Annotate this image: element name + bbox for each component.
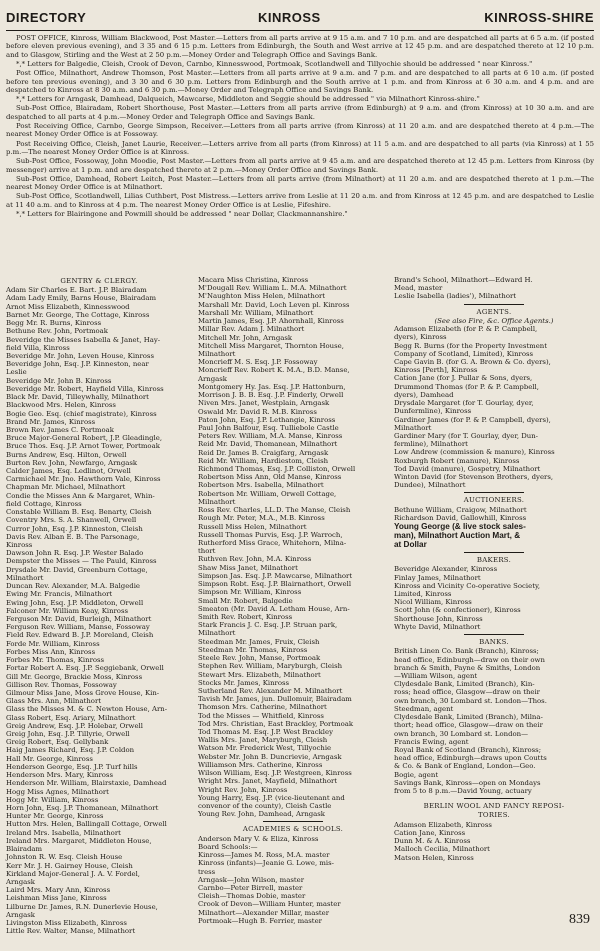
list-item: thort <box>198 547 216 556</box>
list-item: Cape Gavin B. (for G. A. Brown & Co. dyers), <box>394 357 551 366</box>
list-item: Morrison J. B. B. Esq. J.P. Finderly, Orwell <box>198 391 344 400</box>
list-item: Field Rev. Edward B. J.P. Moreland, Cleish <box>6 631 154 640</box>
list-item: Barnet Mr. George, The Cottage, Kinross <box>6 310 150 319</box>
intro-paragraph: Sub-Post Office, Fossoway, John Moodie, Post Master.—Letters from all parts arrive at 9 45 a.m. and are despatched thereto at 12 45 p.m. Letters from Kinross (by messenger) arrive at 1 p.m. and are despatched thereto at 2 p.m.—Money Order Office and Savings Bank. <box>6 157 594 174</box>
list-item: Glass the Misses M. & C. Newton House, Arn- <box>6 705 168 714</box>
list-item: Davis Rev. Alban E. B. The Parsonage, <box>6 532 140 541</box>
list-item: Bogie Geo. Esq. (chief magistrate), Kinross <box>6 409 157 418</box>
list-item: Tavish Mr. James, jun. Dullomuir, Blairadam <box>198 695 352 704</box>
list-item: Coventry Mrs. S. A. Shanwell, Orwell <box>6 516 137 525</box>
list-item: Webster Mr. John B. Duncrievie, Arngask <box>198 752 342 761</box>
list-item: —William Wilson, agent <box>394 671 478 680</box>
list-item: Hutton Mrs. Helen, Ballingall Cottage, Orwell <box>6 820 167 829</box>
list-item: Hogg Mr. William, Kinross <box>6 795 99 804</box>
list-item: Dundee), Milnathort <box>394 481 466 490</box>
advert-line: man), Milnathort Auction Mart, & <box>394 531 521 541</box>
intro-paragraph: Post Receiving Office, Carnbo, George Simpson, Receiver.—Letters from all parts arrive (from Kinross) at 11 20 a.m. and are despatched thereto at 4 p.m.—The nearest Money Order Office is at Fossoway. <box>6 122 594 139</box>
list-item: Williamson Mrs. Catherine, Kinross <box>198 760 323 769</box>
list-item: Forbes Mr. Thomas, Kinross <box>6 656 105 665</box>
list-item: Carmichael Mr. Jno. Hawthorn Vale, Kinross <box>6 475 161 484</box>
list-item: Beveridge Mr. Robert, Hayfield Villa, Kinross <box>6 384 164 393</box>
list-item: convenor of the county), Cleish Castle <box>198 802 332 810</box>
bakers-list <box>394 565 594 631</box>
list-item: Richardson David, Gallowhill, Kinross <box>394 513 527 522</box>
intro-paragraph: *,* Letters for Arngask, Damhead, Dalqueich, Mawcarse, Middleton and Seggie should be addressed " via Milnathort Kinross-shire." <box>16 95 480 104</box>
list-item: Savings Bank, Kinross—open on Mondays <box>394 778 541 787</box>
list-item: Niven Mrs. Janet, Westplain, Arngask <box>198 399 330 408</box>
list-item: Low Andrew (commission & manure), Kinross <box>394 448 555 457</box>
list-item: Ireland Mrs. Isabella, Milnathort <box>6 828 121 837</box>
list-item: Blackwood Mrs. Helen, Kinross <box>6 401 116 410</box>
agents-subheading: (See also Fire, &c. Office Agents.) <box>434 316 554 325</box>
list-item: Martin James, Esq. J.P. Ahornhall, Kinross <box>198 317 344 326</box>
berlin-wool-list <box>394 821 594 862</box>
list-item: Young Harry, Esq. J.P. (vice-lieutenant and <box>198 793 345 802</box>
list-item: Anderson Mary V. & Eliza, Kinross <box>198 834 319 843</box>
list-item: Bruce Thos. Esq. J.P. Arnot Tower, Portmoak <box>6 442 160 451</box>
page-number: 839 <box>569 912 590 927</box>
list-item: Gardiner James (for P. & P. Campbell, dyers), <box>394 415 551 424</box>
list-item: Smeaton (Mr. David A. Letham House, Arn- <box>198 604 350 613</box>
list-item: Reid Mr. William, Hardiestom, Cleish <box>198 456 329 465</box>
list-item: Kerr Mr. J. H. Gairney House, Cleish <box>6 861 133 870</box>
intro-paragraph: *,* Letters for Balgedie, Cleish, Crook of Devon, Carnbo, Kinnesswood, Portmoak, Scotlandwell and Tillyochie should be addressed " near Kinross." <box>16 60 533 69</box>
list-item: head office, Edinburgh—draws upon Coutts <box>394 754 547 763</box>
list-item: Bethune Rev. John, Portmoak <box>6 327 108 336</box>
list-item: Oswald Mr. David R. M.B. Kinross <box>198 407 317 416</box>
list-item: Ireland Mrs. Margaret, Middleton House, <box>6 836 152 845</box>
list-item: Glass Robert, Esq. Ariary, Milnathort <box>6 713 136 722</box>
list-item: Ferguson Rev. William, Manse, Fossoway <box>6 623 150 632</box>
list-item: Ruthven Rev. John, M.A. Kinross <box>198 555 312 564</box>
list-item: Robertson Mrs. Isabella, Milnathort <box>198 481 324 490</box>
list-item: Moncrieff M. S. Esq. J.P. Fossoway <box>198 358 318 367</box>
list-item: Whyte David, Milnathort <box>394 622 481 631</box>
page-header <box>6 8 594 31</box>
list-item: Robertson Mr. William, Orwell Cottage, <box>198 489 337 498</box>
divider <box>464 798 524 799</box>
section-heading-berlin-wool: BERLIN WOOL AND FANCY REPOSI- <box>423 802 565 811</box>
list-item: Kinross [Perth], Kinross <box>394 366 478 375</box>
list-item: Limited, Kinross <box>394 590 452 598</box>
list-item: Gill Mr. George, Brackie Moss, Kinross <box>6 672 143 681</box>
list-item: Leslie Isabella (ladies'), Milnathort <box>394 292 517 301</box>
list-item: field Cottage, Kinross <box>6 499 82 508</box>
list-item: Milnathort <box>198 349 236 358</box>
gentry-list <box>6 286 192 935</box>
list-item: Cleish—Thomas Dobie, master <box>198 892 306 901</box>
list-item: Cation Jane (for J. Pullar & Sons, dyers, <box>394 374 533 383</box>
list-item: Horn John, Esq. J.P. Thomanean, Milnathort <box>6 804 159 812</box>
list-item: Carnbo—Peter Birrell, master <box>198 883 303 892</box>
list-item: Ewing John, Esq. J.P. Middleton, Orwell <box>6 598 144 607</box>
list-item: Black Mr. David, Tilleywhally, Milnathort <box>6 393 149 402</box>
list-item: Paul John Balfour, Esq. Tulliebole Castle <box>198 423 339 432</box>
list-item: Brand's School, Milnathort—Edward H. <box>394 276 533 284</box>
list-item: Johnston R. W. Esq. Cleish House <box>6 853 123 862</box>
divider <box>464 634 524 635</box>
header-county: KINROSS-SHIRE <box>484 10 594 25</box>
list-item: Wright Mrs. Janet, Mayfield, Milnathort <box>198 777 338 786</box>
gentry-list-continued <box>198 276 388 818</box>
column-gentry <box>6 276 192 936</box>
list-item: Steedman Mr. Thomas, Kinross <box>198 645 308 654</box>
list-item: Thomson Mrs. Catherine, Milnathort <box>198 703 327 712</box>
list-item: Clydesdale Bank, Limited (Branch), Kin- <box>394 680 535 689</box>
section-heading-bakers: BAKERS. <box>476 556 512 565</box>
banks-list <box>394 647 594 795</box>
header-kinross: KINROSS <box>258 10 321 25</box>
list-item: Chapman Mr. Michael, Milnathort <box>6 483 126 492</box>
list-item: Brown Rev. James C. Portmoak <box>6 425 114 434</box>
list-item: Burns Andrew, Esq. Hilton, Orwell <box>6 450 127 459</box>
list-item: Adamson Elizabeth, Kinross <box>394 820 492 829</box>
list-item: Milnathort—Alexander Millar, master <box>198 908 329 917</box>
list-item: Henderson George, Esq. J.P. Turf hills <box>6 762 138 771</box>
list-item: Board Schools:— <box>198 842 258 851</box>
list-item: Duncan Rev. Alexander, M.A. Balgedie <box>6 582 140 591</box>
divider <box>464 492 524 493</box>
list-item: Dawson John R. Esq. J.P. Wester Balado <box>6 549 144 558</box>
list-item: Milnathort <box>6 573 44 582</box>
list-item: Royal Bank of Scotland (Branch), Kinross; <box>394 745 542 754</box>
list-item: Reid Mr. David, Thomanean, Milnathort <box>198 440 338 449</box>
list-item: Arngask <box>6 910 35 919</box>
list-item: Greig John, Esq. J.P. Tillyrie, Orwell <box>6 730 130 739</box>
list-item: Wright Rev. John, Kinross <box>198 785 288 794</box>
list-item: head office, Edinburgh—draw on their own <box>394 655 545 664</box>
list-item: Mitchell Miss Margaret, Thornton House, <box>198 341 344 350</box>
list-item: Begg Mr. R. Burns, Kinross <box>6 319 102 328</box>
list-item: Millar Rev. Adam J. Milnathort <box>198 325 305 334</box>
list-item: Rough Mr. Peter, M.A., M.B. Kinross <box>198 514 325 523</box>
list-item: Beveridge Mr. John, Leven House, Kinross <box>6 351 154 360</box>
list-item: Marshall Mr. William, Milnathort <box>198 308 314 317</box>
divider <box>263 821 323 822</box>
intro-paragraph: Sub-Post Office, Blairadam, Robert Shorthouse, Post Master.—Letters from all parts arrive (from Edinburgh) at 9 a.m. and (from Kinross) at 10 30 a.m. and are despatched to all parts at 4 p.m.—Money Order and Telegraph Office and Savings Bank. <box>6 104 594 121</box>
list-item: British Linen Co. Bank (Branch), Kinross; <box>394 647 539 656</box>
list-item: Macara Miss Christina, Kinross <box>198 276 309 284</box>
advert-line: at Dollar <box>394 540 427 550</box>
list-item: Bruce Major-General Robert, J.P. Gleadingle, <box>6 434 163 443</box>
list-item: Milnathort <box>394 423 432 432</box>
list-item: Bogie, agent <box>394 770 439 779</box>
list-item: Peters Rev. William, M.A. Manse, Kinross <box>198 432 343 441</box>
list-item: Stocks Mr. James, Kinross <box>198 678 290 687</box>
list-item: Mitchell Mr. John, Arngask <box>198 333 293 342</box>
section-heading-banks: BANKS. <box>479 638 509 647</box>
list-item: Haig James Richard, Esq. J.P. Coldon <box>6 746 135 755</box>
list-item: Simpson Mr. William, Kinross <box>198 588 302 597</box>
list-item: Glass Mrs. Ann, Milnathort <box>6 697 102 706</box>
list-item: Mead, master <box>394 284 443 293</box>
list-item: from 5 to 8 p.m.—David Young, actuary <box>394 787 532 796</box>
list-item: Russell Miss Helen, Milnathort <box>198 522 307 531</box>
list-item: Milnathort <box>198 497 236 506</box>
list-item: Dunfermline), Kinross <box>394 407 472 416</box>
list-item: Arnot Miss Elizabeth, Kinnesswood <box>6 302 130 311</box>
list-item: Constable William B. Esq. Benarty, Cleish <box>6 508 152 517</box>
post-office-notes <box>6 34 594 274</box>
list-item: Reid Dr. James B. Craigfarg, Arngask <box>198 448 329 457</box>
list-item: Leslie <box>6 368 27 377</box>
section-heading-berlin-wool-cont: TORIES. <box>478 811 510 820</box>
auctioneer-advert <box>394 522 594 549</box>
intro-paragraph: Sub-Post Office, Scotlandwell, Lilias Cuthbert, Post Mistress.—Letters arrive from Leslie at 11 20 a.m. and from Kinross at 12 45 p.m. and are despatched to Leslie at 11 40 a.m. and to Kinross at 4 p.m. The nearest Money Order Office is at Leslie, Fifeshire. <box>6 192 594 209</box>
list-item: Shorthouse John, Kinross <box>394 614 483 623</box>
list-item: Adam Sir Charles E. Bart. J.P. Blairadam <box>6 286 147 295</box>
intro-paragraph: Post Receiving Office, Cleish, Janet Laurie, Receiver.—Letters arrive from all parts (from Kinross) at 11 5 a.m. and are despatched to all parts (via Kinross) at 1 55 p.m.—The nearest Money Order Office is at Kinross. <box>6 139 594 157</box>
intro-paragraph: POST OFFICE, Kinross, William Blackwood, Post Master.—Letters from all parts arrive at 9 15 a.m. and 7 10 p.m. and are despatched all parts at 6 5 a.m. (if posted before eleven previous evening), and 3 35 and 6 15 p.m. Letters from Edinburgh, the South and West arrive at 12 45 p.m. and are despatched thereto at 12 10 p.m. and to Glasgow, Stirling and the West at 2 50 p.m.—Money Order and Telegraph Office and Savings Bank. <box>6 34 594 59</box>
list-item: Falconer Mr. William Keay, Kinross <box>6 606 129 615</box>
list-item: Dempster the Misses — The Pauld, Kinross <box>6 557 157 566</box>
advert-line: Young George (& live stock sales- <box>394 522 526 532</box>
column-gentry-continued <box>198 276 388 931</box>
list-item: Greig Robert, Esq. Gellybank <box>6 738 109 747</box>
list-item: tress <box>198 867 216 876</box>
list-item: Bethune William, Craigow, Milnathort <box>394 505 527 514</box>
list-item: & Co. & Bank of England, London—Geo. <box>394 762 536 771</box>
list-item: Crook of Devon—William Hunter, master <box>198 900 341 909</box>
list-item: dyers), Damhead <box>394 390 454 399</box>
list-item: Rutherford Miss Grace, Whitehorn, Milna- <box>198 539 347 547</box>
list-item: Henderson Mrs. Mary, Kinross <box>6 771 114 780</box>
list-item: Stark Francis J. C. Esq. J.P. Struan park, <box>198 621 338 630</box>
list-item: Dunn M. & A. Kinross <box>394 837 471 846</box>
list-item: Tod Thomas M. Esq. J.P. West Brackley <box>198 728 333 737</box>
list-item: Ross Rev. Charles, LL.D. The Manse, Cleish <box>198 506 351 515</box>
list-item: Begg R. Burns (for the Property Investment <box>394 341 547 350</box>
list-item: Roxburgh Robert (manure), Kinross <box>394 456 520 465</box>
list-item: Arngask—John Wilson, master <box>198 875 304 884</box>
list-item: Gillison Rev. Thomas, Fossoway <box>6 680 117 689</box>
list-item: Drysdale Margaret (for T. Gourlay, dyer, <box>394 399 534 408</box>
list-item: Gilmour Miss Jane, Moss Grove House, Kin- <box>6 688 160 697</box>
list-item: Francis Ewing, agent <box>394 737 469 746</box>
list-item: Milnathort <box>198 629 236 638</box>
list-item: Greig Andrew, Esq. J.P. Holebar, Orwell <box>6 721 143 730</box>
list-item: Ewing Mr. Francis, Milnathort <box>6 590 113 599</box>
list-item: Hogg Miss Agnes, Milnathort <box>6 787 109 796</box>
divider <box>464 304 524 305</box>
list-item: Lilburne Dr. James, R.N. Dunerlevie House, <box>6 902 158 911</box>
list-item: Simpson Robt. Esq. J.P. Blairnathort, Orwell <box>198 580 352 589</box>
list-item: Young Rev. John, Damhead, Arngask <box>198 810 325 819</box>
list-item: Cation Jane, Kinross <box>394 828 466 837</box>
list-item: Condie the Misses Ann & Margaret, Whin- <box>6 491 155 500</box>
list-item: Stewart Mrs. Elizabeth, Milnathort <box>198 670 321 679</box>
header-directory: DIRECTORY <box>6 10 87 25</box>
list-item: branch & Smith, Payne & Smiths, London <box>394 663 541 672</box>
list-item: Burton Rev. John, Newfargo, Arngask <box>6 458 138 467</box>
list-item: Richmond Thomas, Esq. J.P. Colliston, Orwell <box>198 465 356 474</box>
list-item: Marshall Mr. David, Loch Leven pl. Kinross <box>198 300 350 309</box>
list-item: Finlay James, Milnathort <box>394 573 481 582</box>
list-item: Beveridge Mr. John B. Kinross <box>6 376 112 385</box>
list-item: Arngask <box>198 374 227 383</box>
list-item: Tod the Misses — Whitfield, Kinross <box>198 711 324 720</box>
list-item: Kinross—James M. Ross, M.A. master <box>198 851 330 860</box>
list-item: Tod David (manure), Gospetry, Milnathort <box>394 464 541 473</box>
list-item: Smith Rev. Robert, Kinross <box>198 612 293 621</box>
list-item: Fortar Robert A. Esq. J.P. Seggiebank, Orwell <box>6 664 164 673</box>
list-item: Watson Mr. Frederick West, Tillyochie <box>198 744 332 753</box>
list-item: Robertson Miss Ann, Old Manse, Kinross <box>198 473 342 482</box>
list-item: Henderson Mr. William, Blairstaxie, Damhead <box>6 779 167 788</box>
list-item: Wallis Mrs. Janet, Maryburgh, Cleish <box>198 736 328 745</box>
list-item: M'Dougall Rev. William L. M.A. Milnathort <box>198 284 347 293</box>
list-item: Paton John, Esq. J.P. Lethangie, Kinross <box>198 415 336 424</box>
list-item: dyers), Kinross <box>394 333 447 342</box>
list-item: Shaw Miss Janet, Milnathort <box>198 563 298 572</box>
column-trades <box>394 276 594 931</box>
list-item: Leishman Miss Jane, Kinross <box>6 894 107 903</box>
list-item: Drummond Thomas (for P. & P. Campbell, <box>394 382 539 391</box>
list-item: Beveridge John, Esq. J.P. Kinneston, near <box>6 360 149 369</box>
agents-list <box>394 325 594 489</box>
intro-paragraph: *,* Letters for Blairingone and Powmill should be addressed " near Dollar, Clackmannanshire." <box>16 210 348 219</box>
list-item: Gardiner Mary (for T. Gourlay, dyer, Dun- <box>394 431 538 440</box>
list-item: Simpson Jas. Esq. J.P. Mawcarse, Milnathort <box>198 571 353 580</box>
list-item: Laird Mrs. Mary Ann, Kinross <box>6 886 111 895</box>
list-item: Steedman Mr. James, Fruix, Cleish <box>198 637 320 646</box>
list-item: Kinross (infants)—Jeanie G. Lowe, mis- <box>198 859 334 868</box>
list-item: Kinross and Vicinity Co-operative Society, <box>394 581 541 590</box>
list-item: Scott John (& confectioner), Kinross <box>394 606 521 615</box>
list-item: thort; head office, Glasgow—draw on their <box>394 721 543 730</box>
schools-list-continued <box>394 276 594 301</box>
intro-paragraph: Post Office, Milnathort, Andrew Thomson, Post Master.—Letters from all parts arrive at 9 a.m. and 7 p.m. and are despatched to all parts at 6 10 a.m. (if posted before ten previous evening), and 3 30 and 6 30 p.m. Letters from Edinburgh and the South arrive at 1 p.m. and from Kinross at 6 30 a.m. and 4 p.m. and are despatched to Kinross at 8 30 a.m. and 6 30 p.m.—Money Order and Telegraph Office and Savings Bank. <box>6 69 594 95</box>
list-item: Calder James, Esq. Ledlinot, Orwell <box>6 467 131 476</box>
section-heading-auctioneers: AUCTIONEERS. <box>463 496 525 505</box>
intro-paragraph: Sub-Post Office, Damhead, Robert Leitch, Post Master.—Letters from all parts arrive (from Milnathort) at 11 20 a.m. and are despatched thereto at 1 p.m.—The nearest Money Order Office is at Milnathort. <box>6 174 594 192</box>
list-item: Tod Mrs. Christian, East Brackley, Portmoak <box>198 719 354 728</box>
list-item: Malloch Cecilia, Milnathort <box>394 845 490 854</box>
list-item: Nicol William, Kinross <box>394 598 472 607</box>
list-item: Arngask <box>6 877 35 886</box>
list-item: Kirkland Major-General J. A. V. Fordel, <box>6 869 140 878</box>
list-item: Adamson Elizabeth (for P. & P. Campbell, <box>394 325 538 334</box>
list-item: Portmoak—Hugh B. Ferrier, master <box>198 916 322 925</box>
list-item: Drysdale Mr. David, Greenburn Cottage, <box>6 565 148 574</box>
section-heading-gentry: GENTRY & CLERGY. <box>60 277 138 285</box>
section-heading-schools: ACADEMIES & SCHOOLS. <box>242 825 344 834</box>
list-item: fermline), Milnathort <box>394 440 468 449</box>
list-item: Brand Mr. James, Kinross <box>6 417 96 426</box>
list-item: Clydesdale Bank, Limited (Branch), Milna- <box>394 713 543 722</box>
auctioneers-list <box>394 506 594 522</box>
list-item: field Villa, Kinross <box>6 343 70 352</box>
list-item: Steedman, agent <box>394 704 454 713</box>
list-item: Kinross <box>6 541 33 549</box>
list-item: own branch, 30 Lombard st. London— <box>394 729 528 738</box>
list-item: Wilson William, Esq. J.P. Westgreen, Kinross <box>198 769 352 778</box>
list-item: M'Naughton Miss Helen, Milnathort <box>198 292 326 301</box>
list-item: Russell Thomas Purvis, Esq. J.P. Warroch, <box>198 530 343 539</box>
list-item: Moncrieff Rev. Robert K. M.A., B.D. Manse, <box>198 366 350 375</box>
schools-list <box>198 835 388 925</box>
list-item: Small Mr. Robert, Balgedie <box>198 596 293 605</box>
list-item: Sutherland Rev. Alexander M. Milnathort <box>198 686 343 695</box>
section-heading-agents: AGENTS. <box>476 307 512 316</box>
list-item: Livingston Miss Elizabeth, Kinross <box>6 919 127 928</box>
list-item: Forbes Miss Ann, Kinross <box>6 647 96 656</box>
list-item: Adam Lady Emily, Barns House, Blairadam <box>6 294 156 303</box>
list-item: Matson Helen, Kinross <box>394 853 474 862</box>
list-item: own branch, 30 Lombard st. London—Thos. <box>394 696 547 705</box>
list-item: Curror John, Esq. J.P. Kinneston, Cleish <box>6 524 143 533</box>
list-item: Winton David (for Stevenson Brothers, dyers, <box>394 473 554 482</box>
list-item: Hall Mr. George, Kinross <box>6 754 93 763</box>
list-item: ross; head office, Glasgow—draw on their <box>394 688 540 697</box>
list-item: Beveridge Alexander, Kinross <box>394 565 498 574</box>
list-item: Little Rev. Walter, Manse, Milnathort <box>6 927 136 936</box>
list-item: Stephen Rev. William, Maryburgh, Cleish <box>198 662 343 671</box>
list-item: Ferguson Mr. David, Burleigh, Milnathort <box>6 614 152 623</box>
list-item: Forde Mr. William, Kinross <box>6 639 100 648</box>
list-item: Beveridge the Misses Isabella & Janet, Hay- <box>6 335 161 344</box>
list-item: Steele Rev. John, Manse, Portmoak <box>198 654 321 663</box>
divider <box>464 552 524 553</box>
list-item: Blairadam <box>6 845 43 854</box>
list-item: Company of Scotland, Limited), Kinross <box>394 349 534 358</box>
list-item: Hunter Mr. George, Kinross <box>6 812 104 821</box>
list-item: Montgomery Hy. Jas. Esq. J.P. Hattonburn, <box>198 382 346 391</box>
